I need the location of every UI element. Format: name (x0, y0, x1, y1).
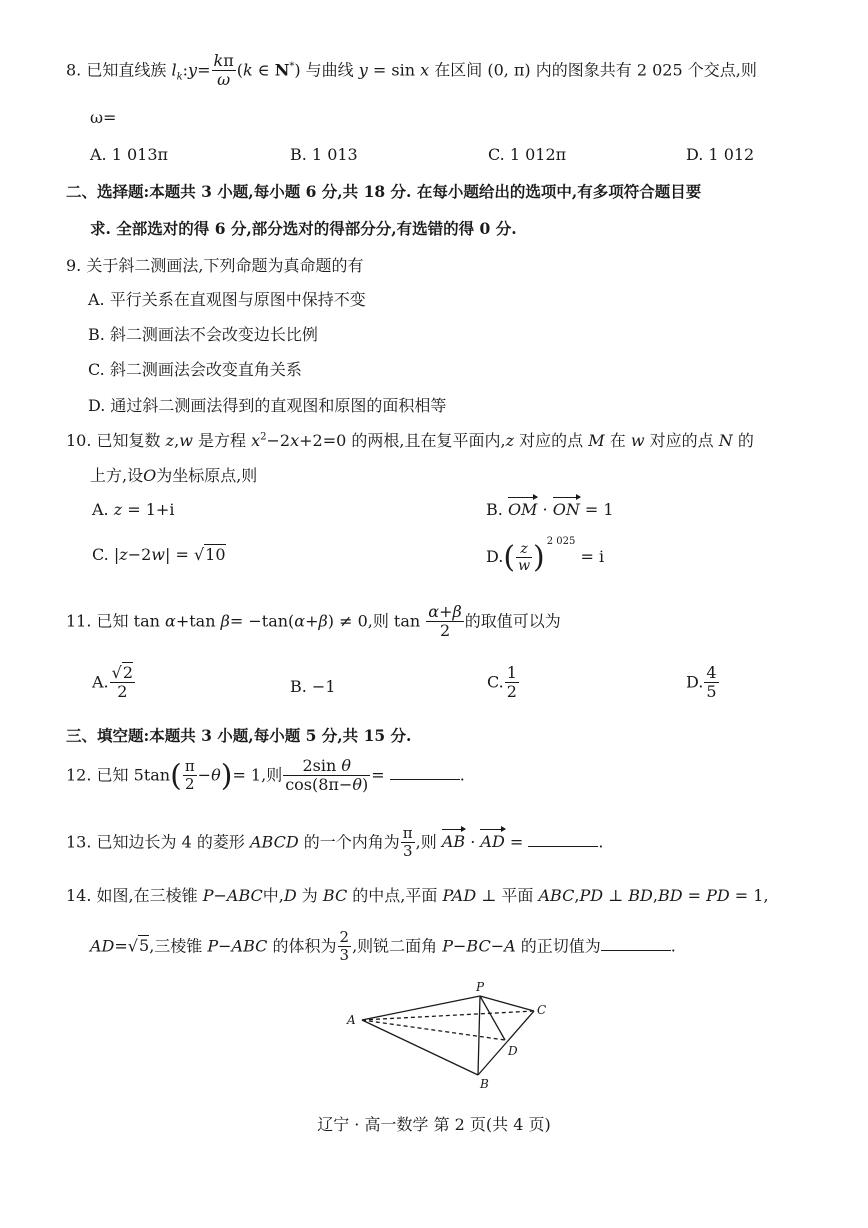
section3-title: 三、填空题:本题共 3 小题,每小题 5 分,共 15 分. (66, 726, 412, 745)
q10-stem: 10. 已知复数 z,w 是方程 $x^2-2x+2=0$ 的两根,且在复平面内,z 对应的点 M 在 w 对应的点 N 的 (66, 431, 754, 450)
q9-option-b: B. 斜二测画法不会改变边长比例 (88, 325, 318, 344)
q10-option-d: D.( $\frac{z}{w}$ ) $^{2 025}$ = i (486, 536, 605, 575)
q8-option-c: C. 1 012π (488, 145, 567, 164)
section2-title: 二、选择题:本题共 3 小题,每小题 6 分,共 18 分. 在每小题给出的选项中,有多项符合题目要 (66, 182, 702, 201)
edge-pc (480, 996, 534, 1011)
q11-stem: 11. 已知 tan α+tan β= −tan(α+β) ≠ 0,则 tan $\frac{\alpha+\beta}{2}$ 的取值可以为 (66, 602, 561, 641)
q8-option-d: D. 1 012 (686, 145, 755, 164)
q8-stem: 8. 已知直线族 $l_k:y=$ $\frac{k\pi}{\omega}$ (k ∈ N*) 与曲线 y = sin x 在区间 (0, π) 内的图象共有 2 025 个交点,则 (66, 51, 757, 90)
q10-option-a: A. z = 1+i (92, 500, 175, 519)
q14-answer-blank[interactable] (601, 936, 671, 951)
q8-option-b: B. 1 013 (290, 145, 358, 164)
q11-option-a: A. $\frac{√2}{2}$ (92, 663, 134, 702)
q10-stem-line2: 上方,设O为坐标原点,则 (90, 466, 258, 485)
q13-stem: 13. 已知边长为 4 的菱形 ABCD 的一个内角为 $\frac{\pi}{3}$ ,则 AB · AD = . (66, 824, 604, 861)
q14-stem-line2: AD=√5,三棱锥 P−ABC 的体积为 $\frac{2}{3}$ ,则锐二面角 P−BC−A 的正切值为 . (90, 928, 676, 965)
vertex-label-d: D (508, 1044, 518, 1058)
edge-pb (478, 996, 480, 1075)
q10-option-c: C. |z−2w| = √10 (92, 545, 226, 564)
vertex-label-a: A (347, 1013, 356, 1027)
page-footer: 辽宁 · 高一数学 第 2 页(共 4 页) (317, 1115, 551, 1134)
tetrahedron-figure (340, 978, 560, 1088)
q8-option-a: A. 1 013π (90, 145, 169, 164)
q9-option-d: D. 通过斜二测画法得到的直观图和原图的面积相等 (88, 396, 447, 415)
q11-option-c: C. $\frac{1}{2}$ (487, 663, 517, 702)
q11-option-b: B. −1 (290, 677, 336, 696)
q12-answer-blank[interactable] (390, 765, 460, 780)
q13-answer-blank[interactable] (528, 832, 598, 847)
edge-ac-dashed (362, 1011, 534, 1020)
edge-bc (478, 1011, 534, 1075)
q12-stem: 12. 已知 5tan( $\frac{\pi}{2}$ −θ)= 1,则 $\frac{\text{2sin θ}}{\cos(8\pi-\theta)}$ = . (66, 756, 465, 795)
q8-stem-line2: ω= (90, 108, 117, 127)
q9-option-c: C. 斜二测画法会改变直角关系 (88, 360, 302, 379)
q10-option-b: B. OM · ON = 1 (486, 500, 614, 519)
vertex-label-b: B (480, 1077, 489, 1088)
vertex-label-p: P (476, 980, 485, 994)
vertex-label-c: C (537, 1003, 547, 1017)
edge-pd (480, 996, 505, 1040)
q11-option-d: D. $\frac{4}{5}$ (686, 663, 717, 702)
section2-title-line2: 求. 全部选对的得 6 分,部分选对的得部分分,有选错的得 0 分. (90, 219, 517, 238)
q9-option-a: A. 平行关系在直观图与原图中保持不变 (88, 290, 366, 309)
q14-stem: 14. 如图,在三棱锥 P−ABC中,D 为 BC 的中点,平面 PAD ⊥ 平面 ABC,PD ⊥ BD,BD = PD = 1, (66, 886, 769, 905)
q9-stem: 9. 关于斜二测画法,下列命题为真命题的有 (66, 256, 364, 275)
